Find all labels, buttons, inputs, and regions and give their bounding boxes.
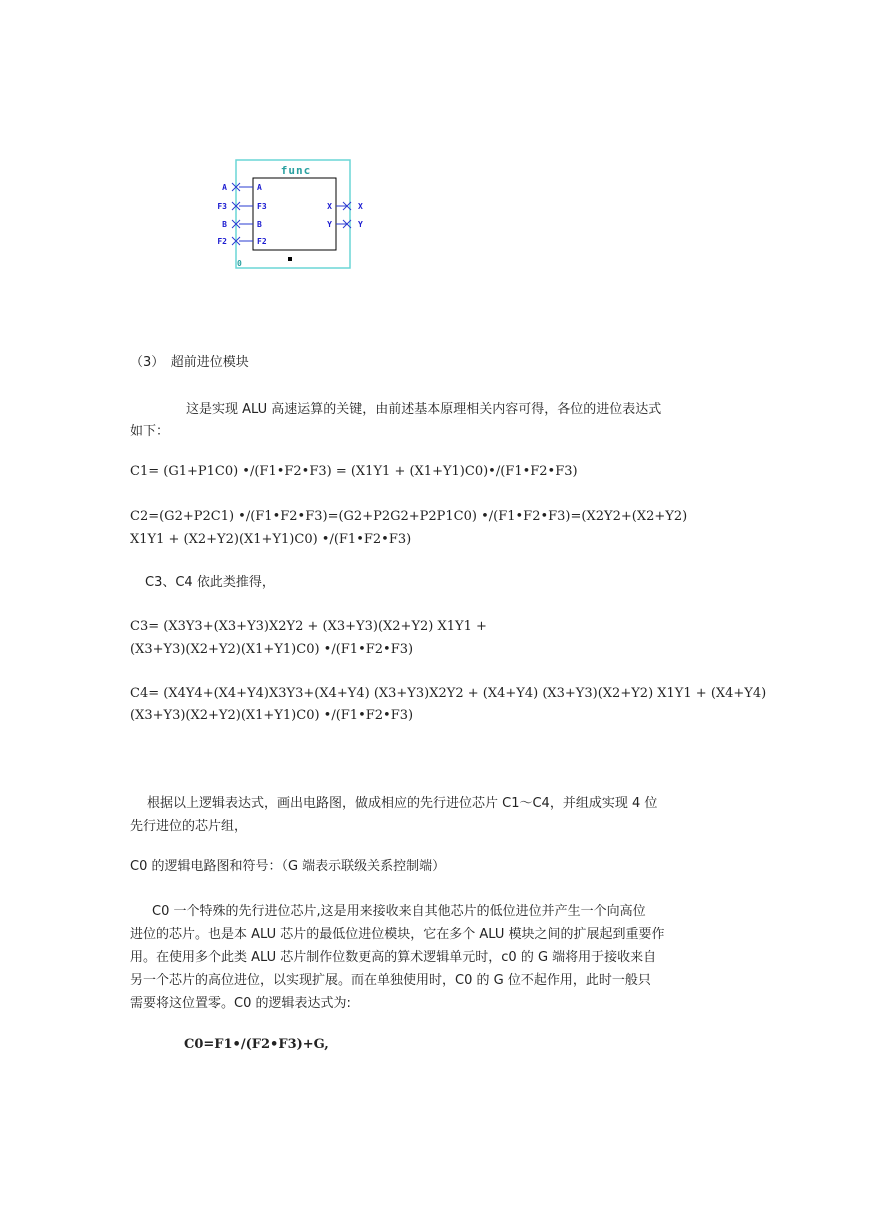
formula-c3-line-1: C3= (X3Y3+(X3+Y3)X2Y2 + (X3+Y3)(X2+Y2) X1Y1 + xyxy=(130,619,487,634)
inner-pin-f3: F3 xyxy=(257,202,267,211)
c0-heading: C0 的逻辑电路图和符号：（G 端表示联级关系控制端） xyxy=(130,859,446,874)
section-heading: （3） 超前进位模块 xyxy=(130,355,249,370)
pin-label-f2: F2 xyxy=(217,237,227,246)
pin-label-x: X xyxy=(358,202,363,211)
c0-expression: C0=F1•/(F2•F3)+G, xyxy=(184,1037,329,1052)
inner-pin-y: Y xyxy=(327,220,332,229)
inner-pin-x: X xyxy=(327,202,332,211)
pin-label-f3: F3 xyxy=(217,202,227,211)
formula-c4-line-2: (X3+Y3)(X2+Y2)(X1+Y1)C0) •/(F1•F2•F3) xyxy=(130,708,414,723)
inner-pin-a: A xyxy=(257,183,262,192)
symbol-title: func xyxy=(280,164,312,177)
c3-c4-note: C3、C4 依此类推得， xyxy=(145,575,275,590)
formula-c2-line-2: X1Y1 + (X2+Y2)(X1+Y1)C0) •/(F1•F2•F3) xyxy=(130,532,412,547)
formula-c2-line-1: C2=(G2+P2C1) •/(F1•F2•F3)=(G2+P2G2+P2P1C0) •/(F1•F2•F3)=(X2Y2+(X2+Y2) xyxy=(130,509,688,524)
paragraph-2-line-4: 另一个芯片的高位进位，以实现扩展。而在单独使用时，C0 的 G 位不起作用，此时一般只 xyxy=(130,973,651,988)
corner-label: 0 xyxy=(237,259,242,268)
formula-c4-line-1: C4= (X4Y4+(X4+Y4)X3Y3+(X4+Y4) (X3+Y3)X2Y2 + (X4+Y4) (X3+Y3)(X2+Y2) X1Y1 + (X4+Y4) xyxy=(130,686,767,701)
pin-label-a: A xyxy=(222,183,227,192)
symbol-marker xyxy=(288,257,292,261)
paragraph-2-line-1: C0 一个特殊的先行进位芯片,这是用来接收来自其他芯片的低位进位并产生一个向高位 xyxy=(152,904,646,919)
intro-line-2: 如下： xyxy=(130,424,170,439)
pin-label-y: Y xyxy=(358,220,363,229)
formula-c1: C1= (G1+P1C0) •/(F1•F2•F3) = (X1Y1 + (X1+Y1)C0)•/(F1•F2•F3) xyxy=(130,464,578,479)
func-block-symbol xyxy=(200,155,380,275)
intro-line-1: 这是实现 ALU 高速运算的关键，由前述基本原理相关内容可得，各位的进位表达式 xyxy=(186,402,662,417)
paragraph-2-line-3: 用。在使用多个此类 ALU 芯片制作位数更高的算术逻辑单元时，c0 的 G 端将用于接收来自 xyxy=(130,950,657,965)
paragraph-1-line-1: 根据以上逻辑表达式，画出电路图，做成相应的先行进位芯片 C1～C4，并组成实现 4 位 xyxy=(147,796,658,811)
pin-label-b: B xyxy=(222,220,227,229)
inner-pin-b: B xyxy=(257,220,262,229)
paragraph-2-line-5: 需要将这位置零。C0 的逻辑表达式为: xyxy=(130,996,351,1011)
formula-c3-line-2: (X3+Y3)(X2+Y2)(X1+Y1)C0) •/(F1•F2•F3) xyxy=(130,642,414,657)
paragraph-2-line-2: 进位的芯片。也是本 ALU 芯片的最低位进位模块，它在多个 ALU 模块之间的扩展起到重要作 xyxy=(130,927,665,942)
paragraph-1-line-2: 先行进位的芯片组， xyxy=(130,819,248,834)
inner-pin-f2: F2 xyxy=(257,237,267,246)
